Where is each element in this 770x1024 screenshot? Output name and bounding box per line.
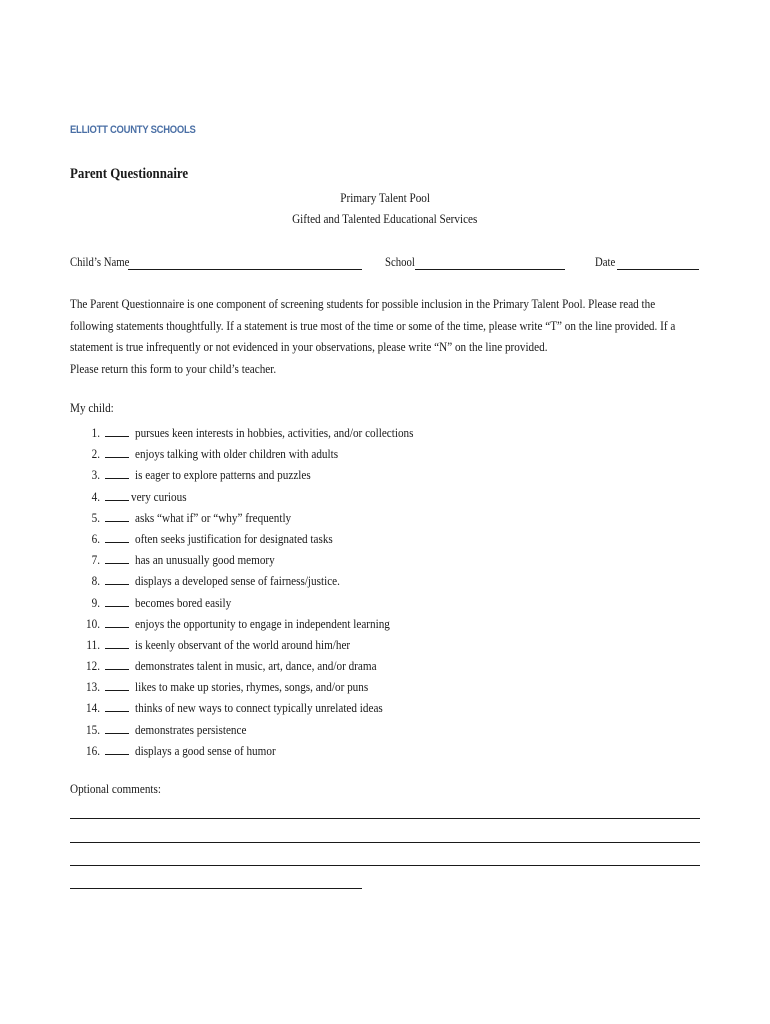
- answer-blank[interactable]: [105, 648, 129, 649]
- date-blank[interactable]: [617, 256, 699, 270]
- answer-blank[interactable]: [105, 542, 129, 543]
- answer-blank[interactable]: [105, 584, 129, 585]
- item-number: 15.: [86, 721, 100, 737]
- child-name-field: [70, 255, 362, 270]
- comment-line[interactable]: [70, 842, 700, 843]
- school-label: School: [385, 255, 415, 269]
- date-field: [595, 255, 699, 270]
- item-text: likes to make up stories, rhymes, songs, and/or puns: [135, 679, 369, 695]
- item-text: displays a good sense of humor: [135, 742, 276, 758]
- item-number: 1.: [91, 425, 100, 440]
- item-number: 5.: [91, 509, 100, 525]
- answer-blank[interactable]: [105, 733, 129, 734]
- answer-blank[interactable]: [105, 521, 129, 522]
- item-text: demonstrates talent in music, art, dance, and/or drama: [135, 658, 377, 674]
- item-text: pursues keen interests in hobbies, activities, and/or collections: [135, 425, 414, 440]
- answer-blank[interactable]: [105, 500, 129, 501]
- instructions: [70, 293, 689, 379]
- subtitle-text: Primary Talent Pool: [340, 190, 430, 205]
- comment-line[interactable]: [70, 818, 700, 819]
- item-number: 2.: [91, 446, 100, 462]
- item-number: 3.: [91, 467, 100, 483]
- item-number: 14.: [86, 700, 100, 716]
- item-number: 16.: [86, 742, 100, 758]
- item-number: 10.: [86, 615, 100, 631]
- page-title: Parent Questionnaire: [70, 166, 189, 182]
- answer-blank[interactable]: [105, 436, 129, 437]
- subtitle-primary-talent-pool: [0, 190, 770, 206]
- answer-blank[interactable]: [105, 563, 129, 564]
- answer-blank[interactable]: [105, 690, 129, 691]
- child-name-blank[interactable]: [128, 256, 362, 270]
- answer-blank[interactable]: [105, 606, 129, 607]
- item-text: is eager to explore patterns and puzzles: [135, 467, 311, 483]
- answer-blank[interactable]: [105, 457, 129, 458]
- school-blank[interactable]: [415, 256, 565, 270]
- item-text: becomes bored easily: [135, 594, 232, 610]
- item-text: is keenly observant of the world around him/her: [135, 636, 351, 652]
- child-name-label: Child’s Name: [70, 255, 130, 269]
- item-number: 13.: [86, 679, 100, 695]
- item-text: enjoys talking with older children with adults: [135, 446, 339, 462]
- item-text: thinks of new ways to connect typically unrelated ideas: [135, 700, 383, 716]
- answer-blank[interactable]: [105, 627, 129, 628]
- comment-line[interactable]: [70, 865, 700, 866]
- school-field: [385, 255, 565, 270]
- item-number: 4.: [91, 488, 100, 504]
- instructions-paragraph: The Parent Questionnaire is one component of screening students for possible inclusion in the Primary Talent Pool. Please read the following statements thoughtfully. If a statement is true most of the time or some of the time, please write “T” on the line provided. If a statement is true infrequently or not evidenced in your observations, please write “N” on the line provided.: [70, 296, 676, 354]
- item-number: 7.: [91, 552, 100, 568]
- item-text: demonstrates persistence: [135, 721, 247, 737]
- answer-blank[interactable]: [105, 711, 129, 712]
- list-heading: My child:: [70, 400, 114, 415]
- item-text: has an unusually good memory: [135, 552, 275, 568]
- item-text: often seeks justification for designated tasks: [135, 530, 333, 546]
- answer-blank[interactable]: [105, 754, 129, 755]
- answer-blank[interactable]: [105, 478, 129, 479]
- item-number: 9.: [91, 594, 100, 610]
- item-text: asks “what if” or “why” frequently: [135, 509, 292, 525]
- item-text: enjoys the opportunity to engage in independent learning: [135, 615, 390, 631]
- item-number: 12.: [86, 658, 100, 674]
- item-text: displays a developed sense of fairness/justice.: [135, 573, 340, 589]
- subtitle-text: Gifted and Talented Educational Services: [292, 211, 478, 226]
- comment-line[interactable]: [70, 888, 362, 889]
- item-number: 11.: [86, 636, 100, 652]
- return-note: Please return this form to your child’s teacher.: [70, 360, 277, 376]
- answer-blank[interactable]: [105, 669, 129, 670]
- form-fields-row: [70, 255, 700, 273]
- item-text: very curious: [131, 488, 187, 504]
- optional-comments-label: Optional comments:: [70, 781, 161, 796]
- date-label: Date: [595, 255, 616, 269]
- item-number: 8.: [91, 573, 100, 589]
- organization-name: ELLIOTT COUNTY SCHOOLS: [70, 124, 196, 136]
- subtitle-services: [0, 211, 770, 227]
- item-number: 6.: [91, 530, 100, 546]
